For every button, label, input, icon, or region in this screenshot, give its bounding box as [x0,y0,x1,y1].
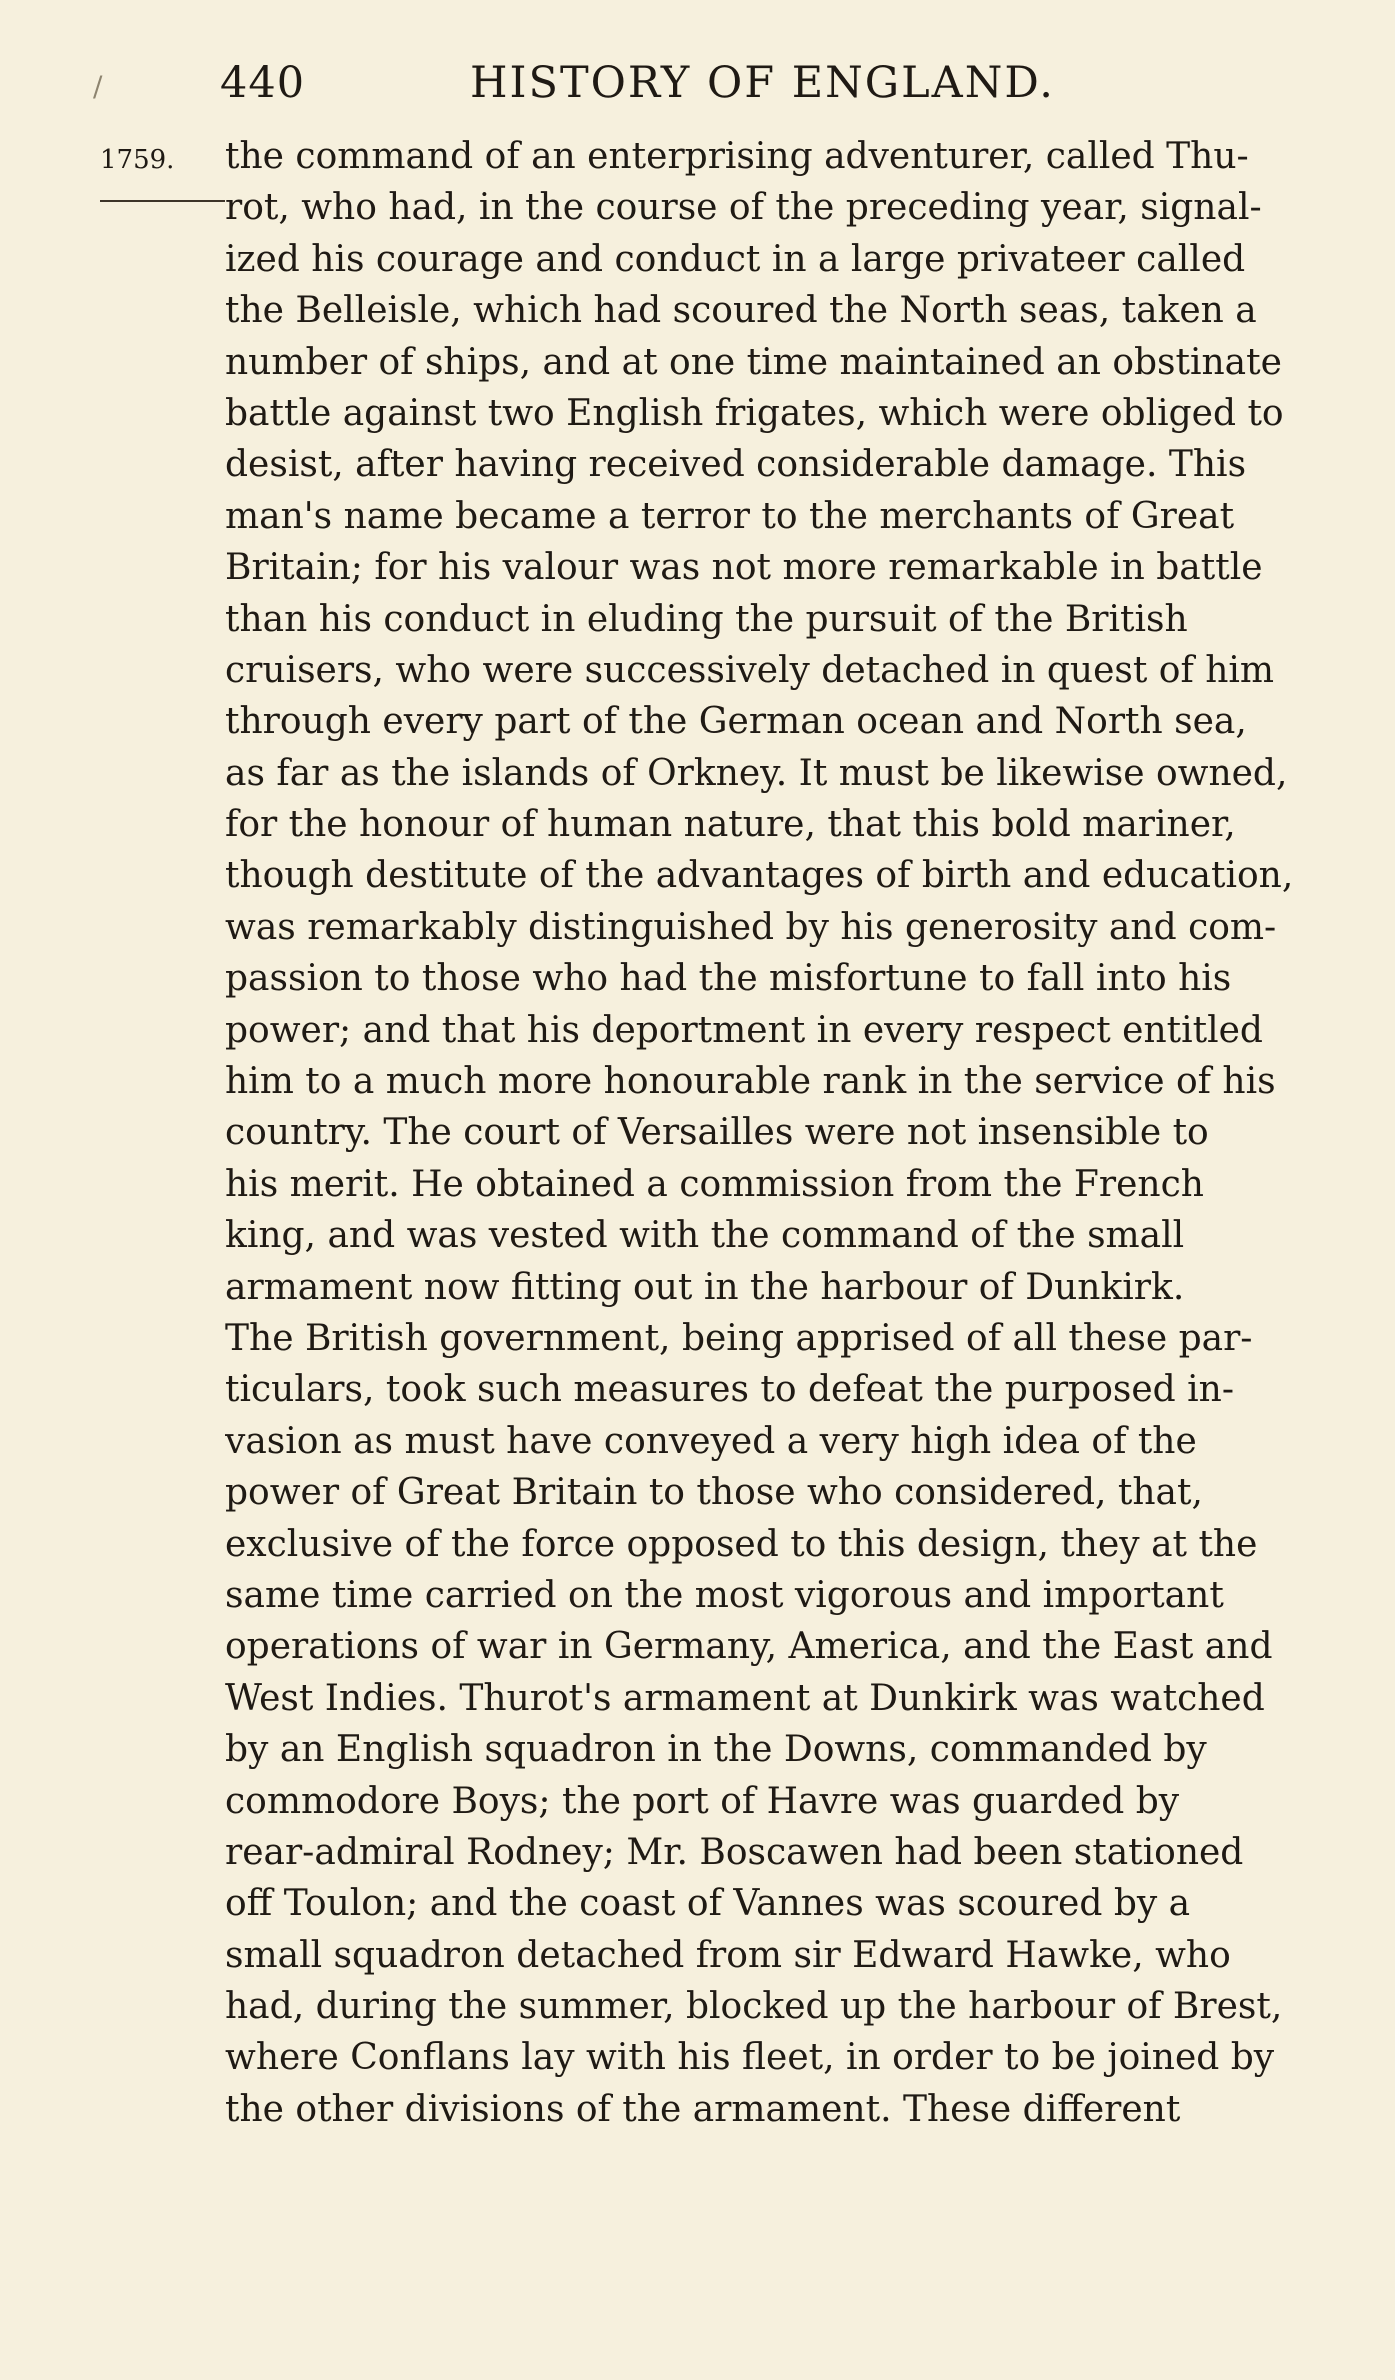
text-line: armament now fitting out in the harbour of Dunkirk. [225,1266,1185,1308]
text-line: desist, after having received considerable damage. This [225,444,1247,486]
text-line: rear-admiral Rodney; Mr. Boscawen had been stationed [225,1831,1244,1873]
text-line: battle against two English frigates, which were obliged to [225,392,1284,434]
margin-year: 1759. [100,145,175,175]
page-number: 440 [220,58,306,108]
text-line: The British government, being apprised of all these par- [225,1317,1253,1359]
text-line: the Belleisle, which had scoured the North seas, taken a [225,290,1257,332]
text-line: country. The court of Versailles were not insensible to [225,1112,1209,1154]
text-line: for the honour of human nature, that this bold mariner, [225,804,1236,846]
text-line: his merit. He obtained a commission from the French [225,1163,1204,1205]
text-line: operations of war in Germany, America, and the East and [225,1626,1273,1668]
text-line: was remarkably distinguished by his generosity and com- [225,906,1277,948]
text-line: number of ships, and at one time maintained an obstinate [225,341,1282,383]
margin-mark: / [93,70,103,103]
text-line: though destitute of the advantages of birth and education, [225,855,1294,897]
text-line: small squadron detached from sir Edward Hawke, who [225,1934,1231,1976]
text-line: same time carried on the most vigorous and important [225,1574,1224,1616]
text-line: through every part of the German ocean and North sea, [225,701,1247,743]
text-line: him to a much more honourable rank in the service of his [225,1061,1276,1103]
text-line: power; and that his deportment in every respect entitled [225,1009,1263,1051]
text-line: ticulars, took such measures to defeat the purposed in- [225,1369,1235,1411]
text-line: cruisers, who were successively detached in quest of him [225,649,1275,691]
text-line: the other divisions of the armament. These different [225,2088,1181,2130]
text-line: king, and was vested with the command of the small [225,1215,1185,1257]
text-line: off Toulon; and the coast of Vannes was scoured by a [225,1883,1191,1925]
text-line: had, during the summer, blocked up the harbour of Brest, [225,1986,1283,2028]
text-line: the command of an enterprising adventurer, called Thu- [225,136,1249,177]
margin-rule [100,200,225,202]
text-line: rot, who had, in the course of the preceding year, signal- [225,187,1262,229]
text-line: man's name became a terror to the merchants of Great [225,495,1235,537]
body-text [225,131,1295,2135]
running-head: HISTORY OF ENGLAND. [470,58,1055,108]
text-line: West Indies. Thurot's armament at Dunkirk was watched [225,1677,1265,1719]
text-line: power of Great Britain to those who considered, that, [225,1472,1203,1514]
text-line: by an English squadron in the Downs, commanded by [225,1729,1207,1771]
text-line: exclusive of the force opposed to this design, they at the [225,1523,1258,1565]
text-line: vasion as must have conveyed a very high idea of the [225,1420,1197,1462]
text-line: ized his courage and conduct in a large privateer called [225,238,1246,280]
text-line: as far as the islands of Orkney. It must be likewise owned, [225,752,1288,794]
text-line: passion to those who had the misfortune to fall into his [225,958,1232,1000]
text-line: Britain; for his valour was not more remarkable in battle [225,547,1263,589]
text-line: than his conduct in eluding the pursuit of the British [225,598,1188,640]
text-line: commodore Boys; the port of Havre was guarded by [225,1780,1180,1822]
text-line: where Conflans lay with his fleet, in order to be joined by [225,2037,1275,2079]
